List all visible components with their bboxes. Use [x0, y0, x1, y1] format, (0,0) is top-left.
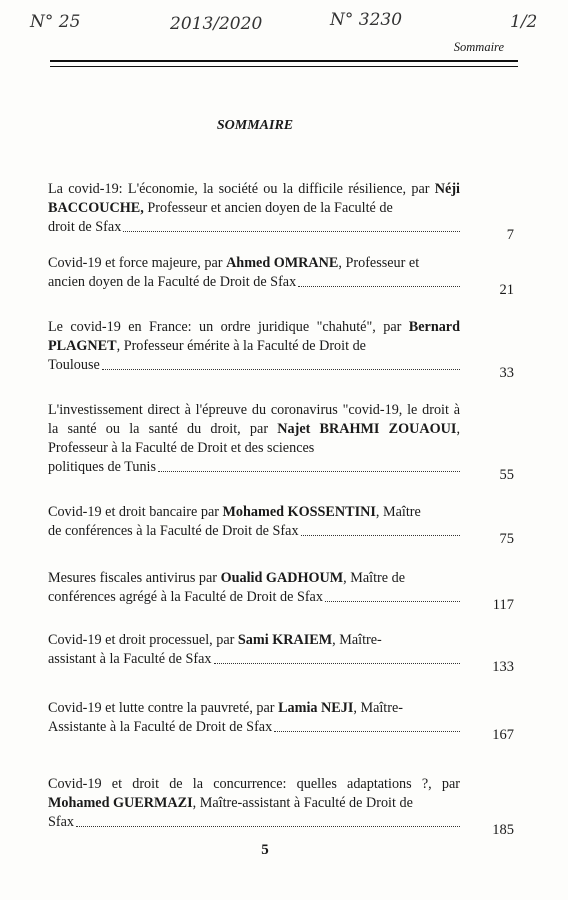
entry-page: 167: [492, 727, 514, 743]
entry-text: Covid-19 et droit bancaire par Mohamed KOSSENTINI, Maître: [48, 504, 421, 520]
entry-page: 117: [492, 597, 514, 613]
running-header: Sommaire: [453, 40, 504, 54]
entry-page: 55: [499, 467, 514, 483]
dot-leader: [123, 218, 460, 232]
dot-leader: [76, 813, 460, 827]
header-rule-thick: [50, 60, 518, 62]
dot-leader: [298, 273, 460, 287]
entry-page: 33: [499, 365, 514, 381]
entry-text: L'investissement direct à l'épreuve du coronavirus "covid-19, le droit à la santé ou la santé du droit, par Najet BRAHMI ZOUAOUI, Professeur à la Faculté de Droit et des sciences: [48, 402, 460, 456]
entry-text: Mesures fiscales antivirus par Oualid GADHOUM, Maître de: [48, 570, 406, 586]
handwritten-number: N° 25: [30, 12, 81, 32]
entry-author: Najet BRAHMI ZOUAOUI: [277, 421, 457, 437]
entry-author: Bernard PLAGNET: [48, 319, 460, 354]
toc-entry[interactable]: Mesures fiscales antivirus par Oualid GADHOUM, Maître de conférences agrégé à la Faculté de Droit de Sfax 117: [48, 570, 514, 613]
handwritten-date: 2013/2020: [170, 14, 263, 34]
page-number: 5: [261, 842, 269, 858]
toc-entry[interactable]: Covid-19 et droit de la concurrence: quelles adaptations ?, par Mohamed GUERMAZI, Maître-assistant à Faculté de Droit de Sfax 185: [48, 776, 514, 838]
entry-author: Néji BACCOUCHE,: [48, 181, 460, 216]
entry-author: Sami KRAIEM: [237, 632, 333, 648]
dot-leader: [301, 522, 460, 536]
entry-page: 21: [499, 282, 514, 298]
dot-leader: [274, 718, 460, 732]
entry-page: 75: [499, 531, 514, 547]
entry-author: Oualid GADHOUM: [220, 570, 344, 586]
toc-entry[interactable]: Covid-19 et droit bancaire par Mohamed KOSSENTINI, Maître de conférences à la Faculté de Droit de Sfax 75: [48, 504, 514, 547]
handwritten-fraction: 1/2: [510, 12, 538, 32]
toc-list: [48, 180, 518, 838]
entry-page: 7: [506, 227, 514, 243]
entry-text: La covid-19: L'économie, la société ou la difficile résilience, par Néji BACCOUCHE, Professeur et ancien doyen de la Faculté de: [48, 181, 460, 216]
dot-leader: [102, 356, 460, 370]
page-title: SOMMAIRE: [216, 118, 294, 133]
toc-entry[interactable]: Le covid-19 en France: un ordre juridique "chahuté", par Bernard PLAGNET, Professeur émérite à la Faculté de Droit de Toulouse 33: [48, 319, 514, 381]
entry-author: Mohamed GUERMAZI: [48, 795, 193, 811]
entry-text: Covid-19 et droit processuel, par Sami KRAIEM, Maître-: [48, 632, 382, 648]
handwritten-reference: N° 3230: [330, 10, 403, 30]
entry-text: Covid-19 et droit de la concurrence: quelles adaptations ?, par Mohamed GUERMAZI, Maître-assistant à Faculté de Droit de: [48, 776, 460, 811]
toc-entry[interactable]: Covid-19 et droit processuel, par Sami KRAIEM, Maître- assistant à la Faculté de Sfax 133: [48, 632, 514, 675]
toc-entry[interactable]: Covid-19 et lutte contre la pauvreté, par Lamia NEJI, Maître- Assistante à la Faculté de Droit de Sfax 167: [48, 700, 514, 743]
entry-page: 133: [492, 659, 514, 675]
entry-page: 185: [492, 822, 514, 838]
handwritten-annotations: [0, 8, 568, 38]
dot-leader: [158, 458, 460, 472]
entry-author: Mohamed KOSSENTINI: [222, 504, 376, 520]
entry-author: Ahmed OMRANE: [226, 255, 339, 271]
toc-entry[interactable]: Covid-19 et force majeure, par Ahmed OMRANE, Professeur et ancien doyen de la Faculté de Droit de Sfax 21: [48, 255, 514, 298]
entry-text: Covid-19 et lutte contre la pauvreté, par Lamia NEJI, Maître-: [48, 700, 403, 716]
header-rule-thin: [50, 66, 518, 67]
entry-text: Le covid-19 en France: un ordre juridique "chahuté", par Bernard PLAGNET, Professeur émérite à la Faculté de Droit de: [48, 319, 460, 354]
toc-entry[interactable]: L'investissement direct à l'épreuve du coronavirus "covid-19, le droit à la santé ou la santé du droit, par Najet BRAHMI ZOUAOUI, Professeur à la Faculté de Droit et des sciences politiques de Tunis 55: [48, 402, 514, 483]
entry-author: Lamia NEJI: [278, 700, 354, 716]
dot-leader: [325, 588, 460, 602]
toc-entry[interactable]: La covid-19: L'économie, la société ou la difficile résilience, par Néji BACCOUCHE, Professeur et ancien doyen de la Faculté de droit de Sfax 7: [48, 181, 514, 243]
entry-text: Covid-19 et force majeure, par Ahmed OMRANE, Professeur et: [48, 255, 420, 271]
dot-leader: [214, 650, 460, 664]
